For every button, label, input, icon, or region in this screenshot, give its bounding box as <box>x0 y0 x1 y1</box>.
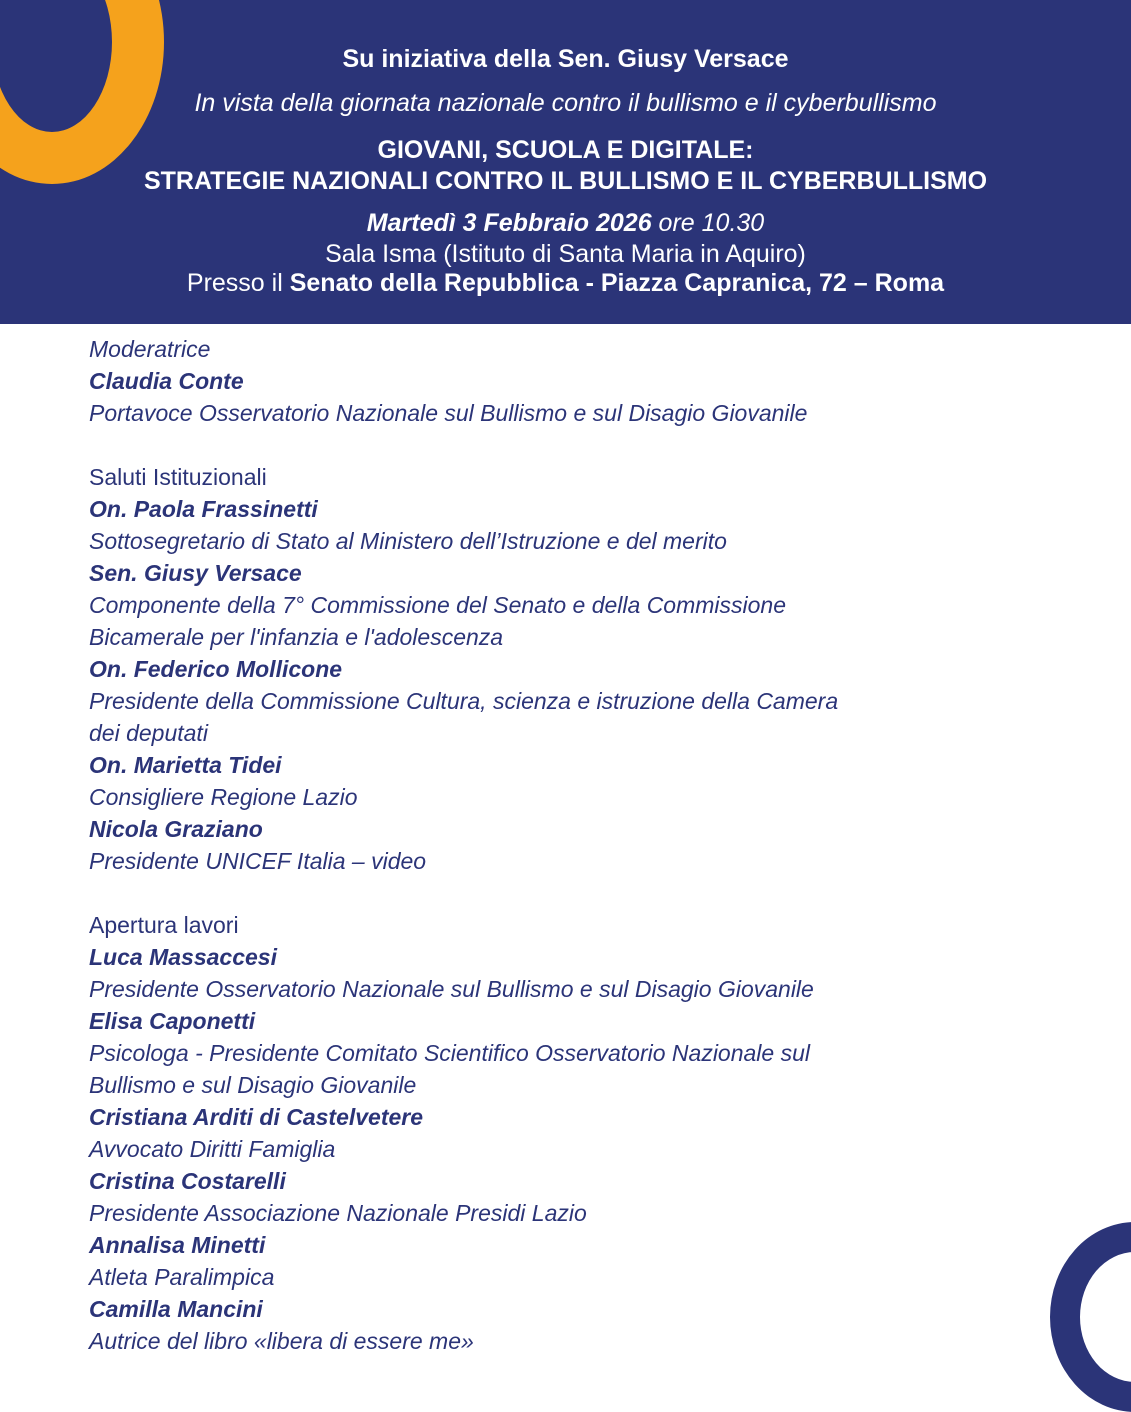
speaker-name: On. Marietta Tidei <box>89 752 282 778</box>
event-title-line-1: GIOVANI, SCUOLA E DIGITALE: <box>377 136 754 164</box>
event-header <box>0 0 1131 324</box>
speaker-role: Presidente UNICEF Italia – video <box>89 848 427 874</box>
initiative-line: Su iniziativa della Sen. Giusy Versace <box>342 45 789 73</box>
speaker-role: Psicologa - Presidente Comitato Scientifico Osservatorio Nazionale sul <box>89 1040 810 1066</box>
speaker-name: Annalisa Minetti <box>89 1232 266 1258</box>
speaker-role: Sottosegretario di Stato al Ministero dell’Istruzione e del merito <box>89 528 727 554</box>
speaker-name: Elisa Caponetti <box>89 1008 256 1034</box>
event-datetime <box>0 209 1131 238</box>
speaker-role: Presidente della Commissione Cultura, scienza e istruzione della Camera <box>89 688 839 714</box>
speaker-name: Cristina Costarelli <box>89 1168 286 1194</box>
speaker-role: Consigliere Regione Lazio <box>89 784 358 810</box>
speaker-name: Sen. Giusy Versace <box>89 560 302 586</box>
speaker-role: dei deputati <box>89 720 208 746</box>
event-address <box>0 269 1131 298</box>
greetings-section <box>89 461 1049 877</box>
blue-ring-decoration <box>1050 1222 1131 1412</box>
event-venue: Sala Isma (Istituto di Santa Maria in Aquiro) <box>325 240 806 268</box>
speaker-name: Camilla Mancini <box>89 1296 263 1322</box>
speaker-name: On. Paola Frassinetti <box>89 496 318 522</box>
speaker-name: Cristiana Arditi di Castelvetere <box>89 1104 424 1130</box>
speaker-name: Nicola Graziano <box>89 816 263 842</box>
speaker-role: Autrice del libro «libera di essere me» <box>89 1328 474 1354</box>
speaker-role: Bullismo e sul Disagio Giovanile <box>89 1072 417 1098</box>
moderator-name: Claudia Conte <box>89 368 244 394</box>
moderator-role: Portavoce Osservatorio Nazionale sul Bullismo e sul Disagio Giovanile <box>89 400 808 426</box>
speaker-role: Bicamerale per l'infanzia e l'adolescenza <box>89 624 504 650</box>
opening-speaker-list <box>89 941 1049 1357</box>
section-label: Saluti Istituzionali <box>89 464 267 490</box>
speaker-role: Componente della 7° Commissione del Senato e della Commissione <box>89 592 787 618</box>
greetings-speaker-list <box>89 493 1049 877</box>
speaker-role: Presidente Associazione Nazionale Presidi Lazio <box>89 1200 587 1226</box>
moderator-section <box>89 333 1049 429</box>
speaker-name: Luca Massaccesi <box>89 944 277 970</box>
speaker-role: Presidente Osservatorio Nazionale sul Bullismo e sul Disagio Giovanile <box>89 976 814 1002</box>
event-date: Martedì 3 Febbraio 2026 <box>366 209 652 237</box>
event-title-line-2: STRATEGIE NAZIONALI CONTRO IL BULLISMO E IL CYBERBULLISMO <box>143 167 988 195</box>
event-time: ore 10.30 <box>651 209 765 237</box>
event-title <box>0 135 1131 197</box>
program-content <box>89 333 1049 1389</box>
opening-section <box>89 909 1049 1357</box>
event-address-location: Senato della Repubblica - Piazza Capranica, 72 – Roma <box>289 269 945 297</box>
section-label: Apertura lavori <box>89 912 239 938</box>
speaker-role: Atleta Paralimpica <box>89 1264 275 1290</box>
event-address-prefix: Presso il <box>186 269 290 297</box>
event-subtitle: In vista della giornata nazionale contro il bullismo e il cyberbullismo <box>194 89 937 117</box>
section-label: Moderatrice <box>89 336 211 362</box>
speaker-name: On. Federico Mollicone <box>89 656 343 682</box>
speaker-role: Avvocato Diritti Famiglia <box>89 1136 336 1162</box>
